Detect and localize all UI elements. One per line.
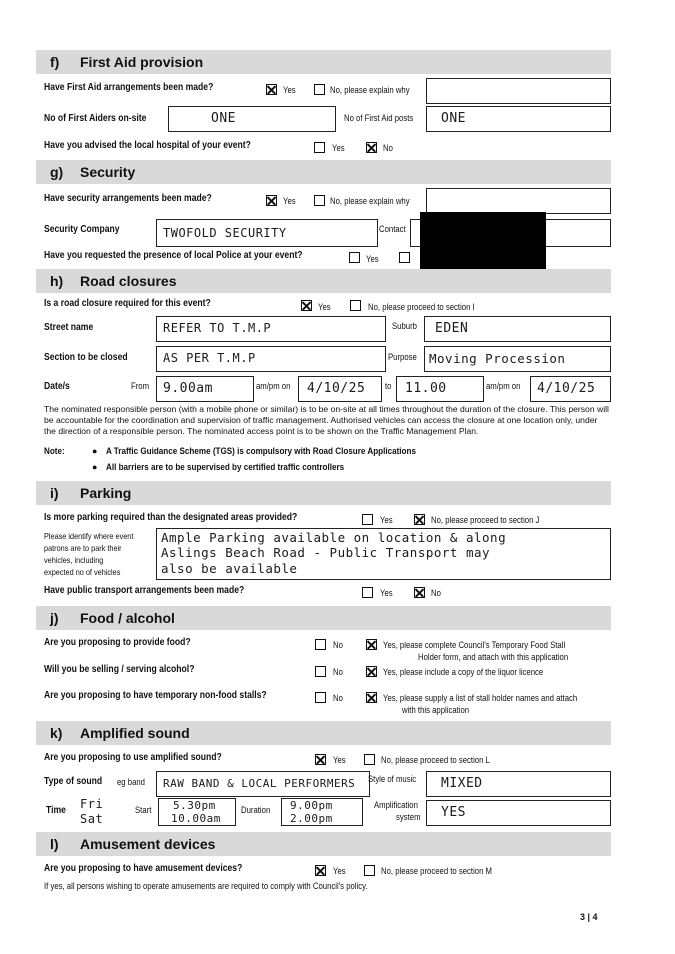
road-closure-no-label: No, please proceed to section I <box>368 302 475 312</box>
security-no-label: No, please explain why <box>330 196 410 206</box>
section-letter: k) <box>50 725 63 741</box>
parking-identify-label: patrons are to park their <box>44 543 122 553</box>
public-transport-no-checkbox[interactable] <box>414 587 425 598</box>
food-no-label: No <box>333 640 343 650</box>
amplified-no-label: No, please proceed to section L <box>381 755 490 765</box>
section-letter: f) <box>50 54 60 70</box>
amusement-no-checkbox[interactable] <box>364 865 375 876</box>
amplified-yes-checkbox[interactable] <box>315 754 326 765</box>
amplification-field[interactable] <box>426 800 611 826</box>
road-closure-question: Is a road closure required for this event? <box>44 298 211 309</box>
from-time-value: 9.00am <box>163 381 213 396</box>
parking-yes-label: Yes <box>380 515 393 525</box>
public-transport-no-label: No <box>431 588 441 598</box>
parking-details-field[interactable] <box>156 528 611 580</box>
section-letter: l) <box>50 836 59 852</box>
security-company-field[interactable] <box>156 219 378 247</box>
day-1: Fri <box>80 797 104 811</box>
parking-identify-label: vehicles, including <box>44 555 104 565</box>
stalls-yes-label-2: with this application <box>402 705 470 715</box>
first-aid-explain-field[interactable] <box>426 78 611 104</box>
dates-label: Date/s <box>44 381 70 392</box>
from-date-value: 4/10/25 <box>307 381 366 396</box>
amplification-value: YES <box>441 805 466 820</box>
section-title: Parking <box>80 485 132 501</box>
section-title: Amusement devices <box>80 836 216 852</box>
first-aiders-label: No of First Aiders on-site <box>44 113 147 124</box>
duration-2: 2.00pm <box>290 812 333 825</box>
from-time-field[interactable] <box>156 376 254 402</box>
first-aiders-value: ONE <box>211 111 236 126</box>
security-explain-field[interactable] <box>426 188 611 214</box>
style-of-music-label: Style of music <box>368 774 417 784</box>
amusement-no-label: No, please proceed to section M <box>381 866 493 876</box>
alcohol-yes-checkbox[interactable] <box>366 666 377 677</box>
section-closed-field[interactable] <box>156 346 386 372</box>
food-no-checkbox[interactable] <box>315 639 326 650</box>
purpose-value: Moving Procession <box>429 351 566 366</box>
bullet-icon: ● <box>92 446 98 456</box>
alcohol-no-label: No <box>333 667 343 677</box>
section-title: First Aid provision <box>80 54 204 70</box>
parking-line-2: Aslings Beach Road - Public Transport may <box>161 545 491 560</box>
parking-identify-label: expected no of vehicles <box>44 567 121 577</box>
type-of-sound-eg: eg band <box>117 777 145 787</box>
food-yes-checkbox[interactable] <box>366 639 377 650</box>
start-field[interactable] <box>158 798 236 826</box>
note-2: All barriers are to be supervised by certified traffic controllers <box>106 462 345 472</box>
amplified-yes-label: Yes <box>333 755 346 765</box>
first-aid-no-checkbox[interactable] <box>314 84 325 95</box>
road-closure-yes-checkbox[interactable] <box>301 300 312 311</box>
hospital-no-checkbox[interactable] <box>366 142 377 153</box>
hospital-question: Have you advised the local hospital of your event? <box>44 140 251 151</box>
security-no-checkbox[interactable] <box>314 195 325 206</box>
security-company-value: TWOFOLD SECURITY <box>163 226 287 240</box>
to-time-value: 11.00 <box>405 381 447 396</box>
duration-label: Duration <box>241 805 271 815</box>
section-title: Food / alcohol <box>80 610 175 626</box>
to-time-field[interactable] <box>396 376 484 402</box>
public-transport-question: Have public transport arrangements been made? <box>44 585 245 596</box>
parking-yes-checkbox[interactable] <box>362 514 373 525</box>
section-header-amusement-devices <box>36 832 611 856</box>
start-label: Start <box>135 805 152 815</box>
amusement-question: Are you proposing to have amusement devices? <box>44 863 243 874</box>
food-yes-label-2: Holder form, and attach with this application <box>418 652 569 662</box>
from-label: From <box>131 381 150 391</box>
first-aiders-field[interactable] <box>168 106 336 132</box>
security-yes-label: Yes <box>283 196 296 206</box>
food-yes-label: Yes, please complete Council's Temporary Food Stall <box>383 640 566 650</box>
section-header-road-closures <box>36 269 611 293</box>
police-yes-label: Yes <box>366 254 379 264</box>
bullet-icon: ● <box>92 462 98 472</box>
first-aid-yes-label: Yes <box>283 85 296 95</box>
first-aid-question: Have First Aid arrangements been made? <box>44 82 214 93</box>
stalls-question: Are you proposing to have temporary non-food stalls? <box>44 690 267 701</box>
section-header-amplified-sound <box>36 721 611 745</box>
redaction-block <box>420 212 546 270</box>
parking-identify-label: Please identify where event <box>44 531 134 541</box>
alcohol-yes-label: Yes, please include a copy of the liquor licence <box>383 667 544 677</box>
from-date-field[interactable] <box>298 376 382 402</box>
street-name-label: Street name <box>44 322 94 333</box>
hospital-no-label: No <box>383 143 393 153</box>
amusement-yes-label: Yes <box>333 866 346 876</box>
purpose-field[interactable] <box>424 346 611 372</box>
food-question: Are you proposing to provide food? <box>44 637 191 648</box>
type-of-sound-label: Type of sound <box>44 776 103 787</box>
police-yes-checkbox[interactable] <box>349 252 360 263</box>
day-2: Sat <box>80 812 104 826</box>
parking-no-checkbox[interactable] <box>414 514 425 525</box>
stalls-yes-checkbox[interactable] <box>366 692 377 703</box>
section-letter: i) <box>50 485 59 501</box>
duration-field[interactable] <box>281 798 363 826</box>
first-aid-no-label: No, please explain why <box>330 85 410 95</box>
page-number: 3 | 4 <box>580 912 598 922</box>
note-label: Note: <box>44 446 65 456</box>
suburb-label: Suburb <box>392 321 417 331</box>
police-no-checkbox[interactable] <box>399 252 410 263</box>
start-2: 10.00am <box>171 812 221 825</box>
duration-1: 9.00pm <box>290 799 333 812</box>
section-letter: g) <box>50 164 64 180</box>
parking-line-3: also be available <box>161 561 298 576</box>
alcohol-question: Will you be selling / serving alcohol? <box>44 664 195 675</box>
type-of-sound-value: RAW BAND & LOCAL PERFORMERS <box>163 777 356 790</box>
first-aid-posts-field[interactable] <box>426 106 611 132</box>
section-closed-value: AS PER T.M.P <box>163 351 256 365</box>
type-of-sound-field[interactable] <box>156 771 370 797</box>
section-header-security <box>36 160 611 184</box>
purpose-label: Purpose <box>388 352 417 362</box>
section-closed-label: Section to be closed <box>44 352 128 363</box>
style-of-music-field[interactable] <box>426 771 611 797</box>
amusement-yes-checkbox[interactable] <box>315 865 326 876</box>
stalls-no-label: No <box>333 693 343 703</box>
parking-line-1: Ample Parking available on location & along <box>161 530 507 545</box>
road-closure-yes-label: Yes <box>318 302 331 312</box>
section-letter: j) <box>50 610 59 626</box>
stalls-yes-label: Yes, please supply a list of stall holder names and attach <box>383 693 578 703</box>
to-ampm-label: am/pm on <box>486 381 521 391</box>
amplification-label-2: system <box>396 812 421 822</box>
public-transport-yes-checkbox[interactable] <box>362 587 373 598</box>
note-1: A Traffic Guidance Scheme (TGS) is compulsory with Road Closure Applications <box>106 446 416 456</box>
contact-label: Contact <box>379 224 406 234</box>
parking-no-label: No, please proceed to section J <box>431 515 540 525</box>
public-transport-yes-label: Yes <box>380 588 393 598</box>
hospital-yes-checkbox[interactable] <box>314 142 325 153</box>
time-label: Time <box>46 805 66 816</box>
to-date-field[interactable] <box>530 376 611 402</box>
section-title: Road closures <box>80 273 177 289</box>
police-question: Have you requested the presence of local Police at your event? <box>44 250 303 261</box>
suburb-value: EDEN <box>435 321 469 336</box>
street-name-field[interactable] <box>156 316 386 342</box>
first-aid-yes-checkbox[interactable] <box>266 84 277 95</box>
to-date-value: 4/10/25 <box>537 381 596 396</box>
security-question: Have security arrangements been made? <box>44 193 212 204</box>
first-aid-posts-value: ONE <box>441 111 466 126</box>
security-yes-checkbox[interactable] <box>266 195 277 206</box>
security-company-label: Security Company <box>44 224 120 235</box>
amplified-sound-question: Are you proposing to use amplified sound? <box>44 752 222 763</box>
street-name-value: REFER TO T.M.P <box>163 321 272 335</box>
parking-question: Is more parking required than the designated areas provided? <box>44 512 298 523</box>
section-title: Amplified sound <box>80 725 190 741</box>
road-closure-no-checkbox[interactable] <box>350 300 361 311</box>
suburb-field[interactable] <box>424 316 611 342</box>
amplified-no-checkbox[interactable] <box>364 754 375 765</box>
to-label: to <box>385 381 392 391</box>
section-title: Security <box>80 164 136 180</box>
section-header-first-aid <box>36 50 611 74</box>
first-aid-posts-label: No of First Aid posts <box>344 113 414 123</box>
section-header-food-alcohol <box>36 606 611 630</box>
section-letter: h) <box>50 273 64 289</box>
alcohol-no-checkbox[interactable] <box>315 666 326 677</box>
section-header-parking <box>36 481 611 505</box>
start-1: 5.30pm <box>173 799 216 812</box>
road-closure-paragraph: The nominated responsible person (with a mobile phone or similar) is to be on-site at all times throughout the duration of the closure. This person will be accountable for the coordination and supervision of traffic management. Authorised vehicles can access the closure at one location only, under the direction of a responsible person. The nominated access point is to be shown on the Traffic Management Plan. <box>44 404 609 436</box>
from-ampm-label: am/pm on <box>256 381 291 391</box>
style-of-music-value: MIXED <box>441 776 483 791</box>
hospital-yes-label: Yes <box>332 143 345 153</box>
amusement-note: If yes, all persons wishing to operate amusements are required to comply with Council's policy. <box>44 881 368 891</box>
stalls-no-checkbox[interactable] <box>315 692 326 703</box>
amplification-label: Amplification <box>374 800 418 810</box>
